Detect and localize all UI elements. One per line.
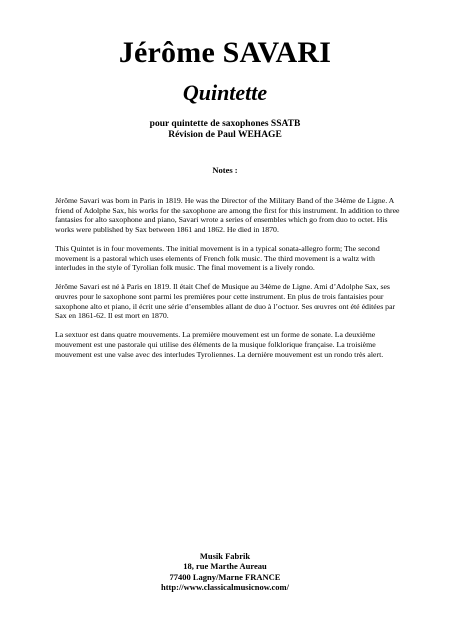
subtitle-block [0,119,450,141]
publisher-name: Musik Fabrik [199,551,251,561]
composer-name: Jérôme SAVARI [118,36,332,69]
work-title: Quintette [182,80,268,105]
notes-heading: Notes : [212,165,238,175]
publisher-footer [0,551,450,593]
paragraph-french-movements: La sextuor est dans quatre mouvements. La première mouvement est un forme de sonate. La deuxième mouvement est une pastorale qui utilise des éléments de la musique folklorique française. La troisième mouvement est une valse avec des interludes Tyroliennes. La dernière mouvement est un rondo très alert. [55,330,384,359]
notes-body [55,196,405,369]
publisher-street: 18, rue Marthe Aureau [183,561,267,572]
publisher-url: http://www.classicalmusicnow.com/ [161,582,289,593]
publisher-city: 77400 Lagny/Marne FRANCE [169,571,281,582]
revision-line: Révision de Paul WEHAGE [168,130,282,140]
instrumentation-line: pour quintette de saxophones SSATB [149,119,301,129]
paragraph-french-bio: Jérôme Savari est né à Paris en 1819. Il était Chef de Musique au 34ème de Ligne. Ami d’Adolphe Sax, ses œuvres pour le saxophone sont parmi les premières pour cette instrument. En plus de trois fantaisies pour saxophone alto et piano, il écrit une série d’ensembles allant de duo à l’octuor. Ses œuvres ont été éditées par Sax en 1861-62. Il est mort en 1870. [55,282,396,321]
paragraph-english-bio: Jérôme Savari was born in Paris in 1819. He was the Director of the Military Band of the 34ème de Ligne. A friend of Adolphe Sax, his works for the saxophone are among the first for this instrument. In addition to three fantasies for alto saxophone and piano, Savari wrote a series of ensembles which go from duo to octet. His works were published by Sax between 1861 and 1862. He died in 1870. [55,196,400,234]
paragraph-english-movements: This Quintet is in four movements. The initial movement is in a typical sonata-allegro form; The second movement is a pastoral which uses elements of French folk music. The third movement is a waltz with interludes in the style of Tyrolian folk music. The final movement is a lively rondo. [55,243,380,273]
